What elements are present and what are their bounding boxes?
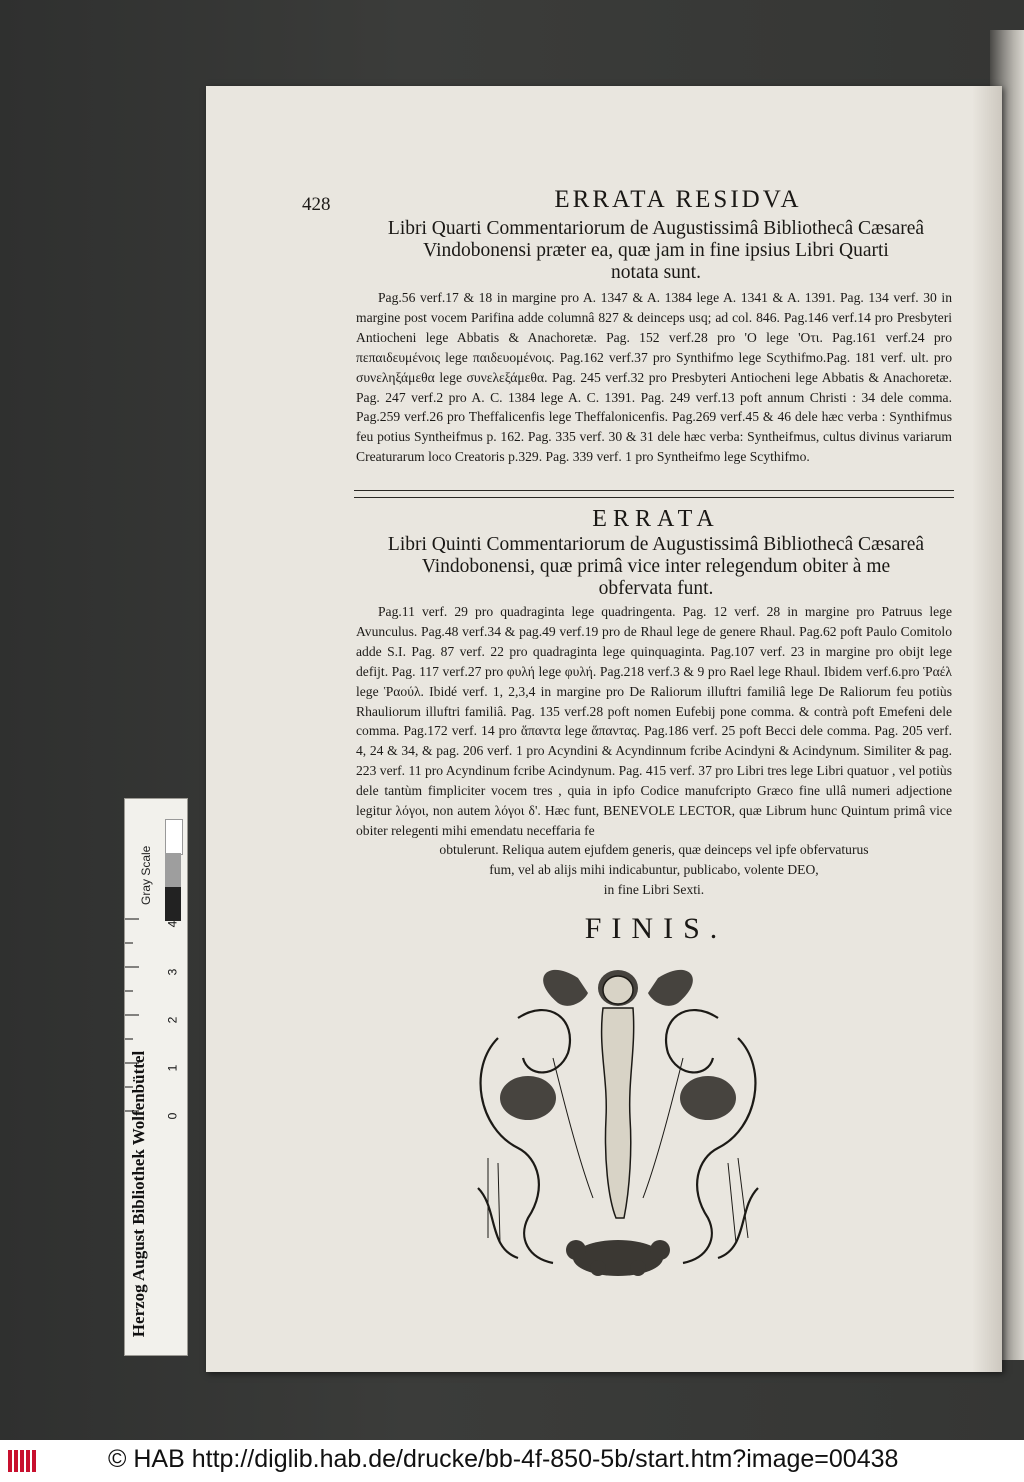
heading-line: Vindobonensi, quæ primâ vice inter relegendum obiter à me xyxy=(421,556,891,577)
errata-paragraph-book-five xyxy=(356,602,952,841)
paragraph-text: Pag.56 verf.17 & 18 in margine pro A. 1347 & A. 1384 lege A. 1341 & A. 1391. Pag. 134 verf. 30 in margine post vocem Parifina adde columnâ 827 & deinceps usq; ad col. 846. Pag.146 verf.14 pro Presbyteri Antiocheni lege Abbatis & Anachoretæ. Pag. 152 verf.28 pro 'O lege 'Oτι. Pag.161 verf.24 pro πεπαιδευμένοις lege παιδευομένοις. Pag.162 verf.37 pro Synthifmo lege Scythifmo.Pag. 181 verf. ult. pro συνεληξάμεθα lege συνελεξάμεθα. Pag. 245 verf.32 pro Presbyteri Antiocheni lege Abbatis & Anachoretæ. Pag. 247 verf.2 pro A. C. 1384 lege A. C. 1391. Pag. 249 verf.13 poft annum Christi : 34 dele comma. Pag.259 verf.26 pro Theffalicenfis lege Theffalonicenfis. Pag.269 verf.45 & 46 dele hæc verba : Synthifmus feu potius Syntheifmus p. 162. Pag. 335 verf. 30 & 31 dele hæc verba: Syntheifmus, cultus divinus variarum Creaturarum loco Creatoris p.329. Pag. 339 verf. 1 pro Syntheifmo lege Scythifmo. xyxy=(356,290,952,465)
double-rule-divider xyxy=(354,490,954,498)
scale-tick: 2 xyxy=(165,1016,180,1024)
heading-line: notata sunt. xyxy=(611,262,701,283)
copyright-url[interactable]: © HAB http://diglib.hab.de/drucke/bb-4f-850-5b/start.htm?image=00438 xyxy=(108,1445,899,1473)
closing-line: fum, vel ab alijs mihi indicabuntur, publicabo, volente DEO, xyxy=(489,861,819,877)
heading-book-four xyxy=(346,218,966,284)
page-number: 428 xyxy=(302,194,331,215)
page-title: ERRATA RESIDVA xyxy=(554,186,802,213)
scale-tick: 1 xyxy=(165,1064,180,1072)
closing-line: in fine Libri Sexti. xyxy=(603,881,705,897)
heading-line: Libri Quarti Commentariorum de Augustissimâ Bibliothecâ Cæsareâ xyxy=(387,218,925,239)
gray-scale-ruler xyxy=(124,798,188,1356)
errata-paragraph-book-four xyxy=(356,288,952,467)
heading-line: Vindobonensi præter ea, quæ jam in fine ipsius Libri Quarti xyxy=(423,240,889,261)
scale-tick: 0 xyxy=(165,1112,180,1120)
gray-scale-label: Gray Scale xyxy=(139,845,153,905)
scale-tick: 4 xyxy=(165,920,180,928)
closing-line: obtulerunt. Reliqua autem ejufdem generis, quæ deinceps vel ipfe obfervaturus xyxy=(439,842,869,857)
heading-line: Libri Quinti Commentariorum de Augustissimâ Bibliothecâ Cæsareâ xyxy=(387,534,925,555)
ruler-ticks xyxy=(125,909,187,1129)
swatch-gray xyxy=(165,853,181,887)
heading-book-five xyxy=(346,534,966,600)
heading-line: obfervata funt. xyxy=(598,578,714,599)
paragraph-text: Pag.11 verf. 29 pro quadraginta lege quadringenta. Pag. 12 verf. 28 in margine pro Patruus lege Avunculus. Pag.48 verf.34 & pag.49 verf.19 pro de Rhaul lege de genere Rhaul. Pag.62 poft Paulo Comitolo adde S.I. Pag. 87 verf. 22 pro quadraginta lege quinquaginta. Pag.107 verf. 23 in margine pro obijt lege defijt. Pag. 117 verf.27 pro φυλή lege φυλή. Pag.218 verf.3 & 9 pro Rael lege Rhaul. Ibidem verf.6.pro Ῥαέλ lege Ῥαούλ. Ibidé verf. 1, 2,3,4 in margine pro De Raliorum illuftri familiâ lege De Raliorum feu potiùs Rhauliorum illuftri familiâ. Pag. 135 verf.28 poft nomen Eufebij pone comma. & contrà poft Emefeni dele comma. Pag.172 verf. 14 pro ἅπαντα lege ἅπαντας. Pag.186 verf. 25 poft Becci dele comma. Pag. 205 verf. 4, 24 & 34, & pag. 206 verf. 1 pro Acyndini & Acyndinnum fcribe Acindyni & Acindynum. Similiter & pag. 223 verf. 11 pro Acyndinum fcribe Acindynum. Pag. 415 verf. 37 pro Libri tres lege Libri quatuor , vel potiùs dele tantùm fimpliciter vocem tres , quia in ipfo Codice manufcripto Græco fine ullâ numeri adjectione legitur λόγοι, non autem λόγοι δ'. Hæc funt, BENEVOLE LECTOR, quæ Librum hunc Quintum primâ vice obiter relegenti mihi emendatu neceffaria fe xyxy=(356,604,952,838)
book-page xyxy=(206,86,1002,1372)
hab-logo-icon xyxy=(8,1448,98,1474)
cherub-ornament xyxy=(458,958,778,1298)
institution-label: Herzog August Bibliothek Wolfenbüttel xyxy=(129,1050,148,1338)
closing-lines xyxy=(356,840,952,900)
footer-bar xyxy=(0,1440,1024,1482)
scale-tick: 3 xyxy=(165,968,180,976)
finis-heading: FINIS. xyxy=(584,912,728,945)
swatch-white xyxy=(165,819,183,855)
errata-title: ERRATA xyxy=(592,506,720,532)
